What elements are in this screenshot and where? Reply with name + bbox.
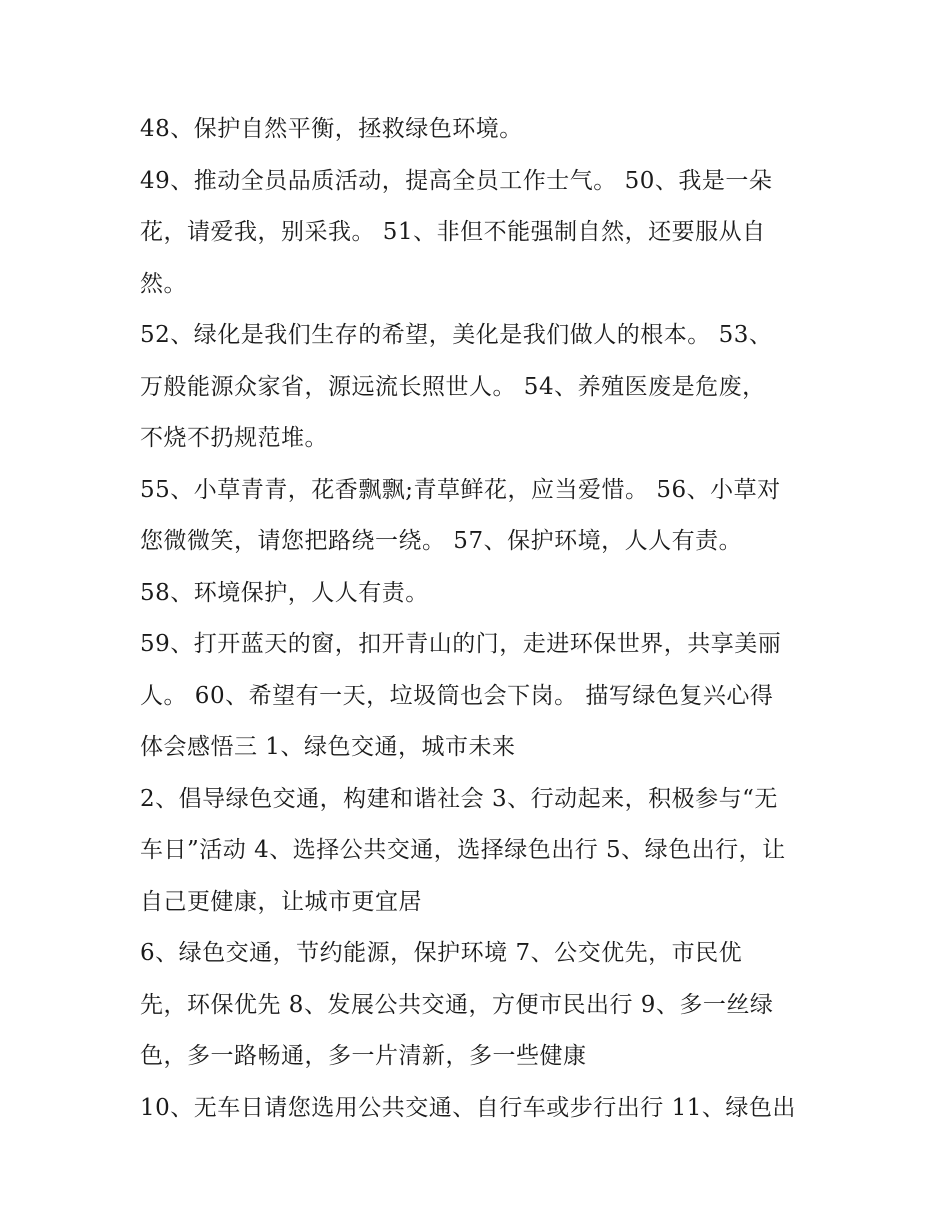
text-line: 人。 60、希望有一天，垃圾筒也会下岗。 描写绿色复兴心得 — [140, 682, 774, 709]
document-body — [140, 104, 820, 1134]
text-line: 10、无车日请您选用公共交通、自行车或步行出行 11、绿色出 — [140, 1094, 796, 1121]
text-line: 49、推动全员品质活动，提高全员工作士气。 50、我是一朵 — [140, 167, 773, 194]
text-line: 自己更健康，让城市更宜居 — [140, 888, 422, 915]
text-line: 58、环境保护，人人有责。 — [140, 579, 429, 606]
text-line: 体会感悟三 1、绿色交通，城市未来 — [140, 734, 516, 760]
text-line: 6、绿色交通，节约能源，保护环境 7、公交优先，市民优 — [140, 940, 743, 966]
text-line: 您微微笑，请您把路绕一绕。 57、保护环境，人人有责。 — [140, 528, 743, 554]
text-line: 色，多一路畅通，多一片清新，多一些健康 — [140, 1043, 587, 1069]
text-line: 52、绿化是我们生存的希望，美化是我们做人的根本。 53、 — [140, 322, 773, 348]
text-line: 车日”活动 4、选择公共交通，选择绿色出行 5、绿色出行，让 — [140, 837, 786, 863]
text-line: 不烧不扔规范堆。 — [140, 425, 328, 451]
text-line: 48、保护自然平衡，拯救绿色环境。 — [140, 116, 523, 142]
text-line: 万般能源众家省，源远流长照世人。 54、养殖医废是危废， — [140, 373, 766, 400]
text-line: 59、打开蓝天的窗，扣开青山的门，走进环保世界，共享美丽 — [140, 631, 782, 657]
text-line: 花，请爱我，别采我。 51、非但不能强制自然，还要服从自 — [140, 219, 766, 245]
text-line: 先，环保优先 8、发展公共交通，方便市民出行 9、多一丝绿 — [140, 991, 774, 1018]
text-line: 2、倡导绿色交通，构建和谐社会 3、行动起来，积极参与“无 — [140, 785, 778, 812]
text-line: 55、小草青青，花香飘飘;青草鲜花，应当爱惜。 56、小草对 — [140, 476, 781, 503]
text-line: 然。 — [140, 270, 187, 297]
